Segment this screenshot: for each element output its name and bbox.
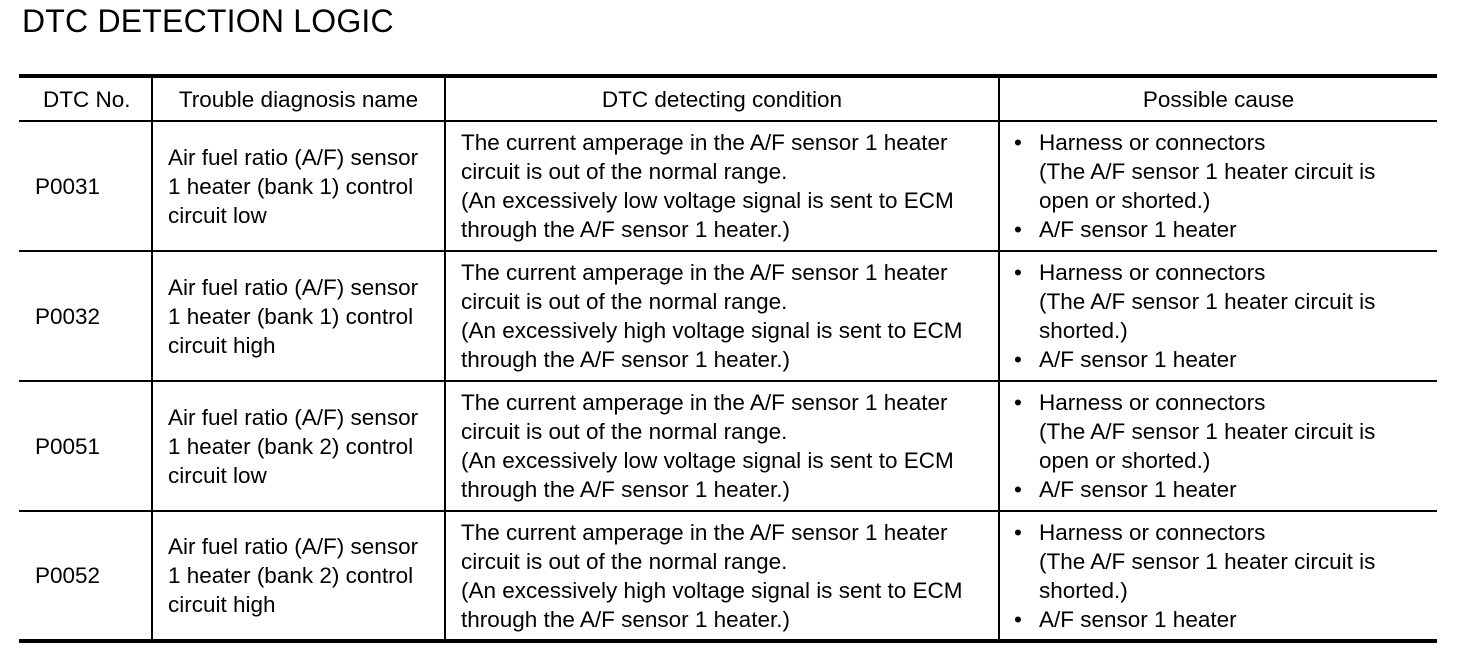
condition-line: The current amperage in the A/F sensor 1 heater bbox=[461, 260, 948, 285]
cause-line: (The A/F sensor 1 heater circuit is bbox=[1039, 548, 1376, 574]
cause-line: Harness or connectors bbox=[1039, 260, 1266, 285]
bullet-marker: • bbox=[1014, 390, 1022, 415]
diagnosis-name-line: Air fuel ratio (A/F) sensor bbox=[168, 534, 419, 559]
diagnosis-name-line: circuit low bbox=[168, 462, 267, 488]
diagnosis-name-cell bbox=[152, 121, 445, 251]
condition-line: (An excessively low voltage signal is sent to ECM bbox=[461, 448, 954, 473]
dtc-number-cell: P0052 bbox=[19, 511, 152, 641]
diagnosis-name-line: Air fuel ratio (A/F) sensor bbox=[168, 144, 419, 170]
cause-item bbox=[1014, 215, 1431, 244]
diagnosis-name-line: 1 heater (bank 1) control bbox=[168, 303, 414, 329]
cause-item bbox=[1014, 345, 1431, 374]
detecting-condition-cell bbox=[445, 381, 999, 511]
possible-cause-cell bbox=[999, 381, 1437, 511]
condition-line: circuit is out of the normal range. bbox=[461, 159, 788, 184]
dtc-number-cell: P0032 bbox=[19, 251, 152, 381]
detecting-condition-cell bbox=[445, 251, 999, 381]
detecting-condition-cell bbox=[445, 511, 999, 641]
possible-cause-list bbox=[1014, 258, 1431, 374]
table-row bbox=[19, 381, 1437, 511]
bullet-marker: • bbox=[1014, 260, 1022, 285]
table-row bbox=[19, 121, 1437, 251]
header-dtc-no: DTC No. bbox=[19, 76, 152, 121]
cause-item bbox=[1014, 258, 1431, 345]
header-trouble-diagnosis-name: Trouble diagnosis name bbox=[152, 76, 445, 121]
possible-cause-cell bbox=[999, 121, 1437, 251]
cause-item bbox=[1014, 128, 1431, 215]
diagnosis-name-cell bbox=[152, 381, 445, 511]
bullet-marker: • bbox=[1014, 519, 1022, 545]
dtc-number-cell: P0051 bbox=[19, 381, 152, 511]
dtc-table bbox=[19, 74, 1437, 643]
diagnosis-name-line: Air fuel ratio (A/F) sensor bbox=[168, 274, 419, 300]
cause-line: A/F sensor 1 heater bbox=[1039, 347, 1237, 372]
cause-item bbox=[1014, 518, 1431, 605]
cause-line: open or shorted.) bbox=[1039, 188, 1211, 213]
bullet-marker: • bbox=[1014, 217, 1022, 242]
table-header-row bbox=[19, 76, 1437, 121]
possible-cause-cell bbox=[999, 251, 1437, 381]
cause-line: open or shorted.) bbox=[1039, 448, 1211, 473]
bullet-marker: • bbox=[1014, 130, 1022, 155]
condition-line: through the A/F sensor 1 heater.) bbox=[461, 347, 790, 372]
condition-line: through the A/F sensor 1 heater.) bbox=[461, 477, 790, 502]
condition-line: The current amperage in the A/F sensor 1 heater bbox=[461, 390, 948, 415]
bullet-marker: • bbox=[1014, 477, 1022, 502]
diagnosis-name-line: circuit high bbox=[168, 592, 276, 617]
cause-line: (The A/F sensor 1 heater circuit is bbox=[1039, 289, 1376, 314]
cause-item bbox=[1014, 388, 1431, 475]
possible-cause-list bbox=[1014, 128, 1431, 244]
condition-line: The current amperage in the A/F sensor 1 heater bbox=[461, 519, 948, 545]
diagnosis-name-line: circuit low bbox=[168, 202, 267, 228]
page-title: DTC DETECTION LOGIC bbox=[22, 3, 394, 39]
header-possible-cause: Possible cause bbox=[999, 76, 1437, 121]
bullet-marker: • bbox=[1014, 606, 1022, 632]
condition-line: circuit is out of the normal range. bbox=[461, 419, 788, 444]
diagnosis-name-line: 1 heater (bank 2) control bbox=[168, 563, 414, 588]
condition-line: (An excessively low voltage signal is sent to ECM bbox=[461, 188, 954, 213]
diagnosis-name-cell bbox=[152, 511, 445, 641]
condition-line: circuit is out of the normal range. bbox=[461, 289, 788, 314]
possible-cause-list bbox=[1014, 388, 1431, 504]
condition-line: through the A/F sensor 1 heater.) bbox=[461, 606, 790, 632]
condition-line: through the A/F sensor 1 heater.) bbox=[461, 217, 790, 242]
diagnosis-name-cell bbox=[152, 251, 445, 381]
dtc-number-cell: P0031 bbox=[19, 121, 152, 251]
cause-line: A/F sensor 1 heater bbox=[1039, 217, 1237, 242]
condition-line: (An excessively high voltage signal is sent to ECM bbox=[461, 318, 963, 343]
header-dtc-detecting-condition: DTC detecting condition bbox=[445, 76, 999, 121]
diagnosis-name-line: 1 heater (bank 1) control bbox=[168, 173, 414, 199]
cause-item bbox=[1014, 605, 1431, 634]
table-row bbox=[19, 251, 1437, 381]
bullet-marker: • bbox=[1014, 347, 1022, 372]
condition-line: The current amperage in the A/F sensor 1 heater bbox=[461, 130, 948, 155]
cause-item bbox=[1014, 475, 1431, 504]
cause-line: shorted.) bbox=[1039, 318, 1128, 343]
cause-line: A/F sensor 1 heater bbox=[1039, 477, 1237, 502]
possible-cause-list bbox=[1014, 518, 1431, 634]
possible-cause-cell bbox=[999, 511, 1437, 641]
cause-line: shorted.) bbox=[1039, 577, 1128, 603]
table-row bbox=[19, 511, 1437, 641]
cause-line: Harness or connectors bbox=[1039, 390, 1266, 415]
diagnosis-name-line: 1 heater (bank 2) control bbox=[168, 433, 414, 459]
detecting-condition-cell bbox=[445, 121, 999, 251]
condition-line: circuit is out of the normal range. bbox=[461, 548, 788, 574]
cause-line: Harness or connectors bbox=[1039, 130, 1266, 155]
cause-line: (The A/F sensor 1 heater circuit is bbox=[1039, 159, 1376, 184]
cause-line: A/F sensor 1 heater bbox=[1039, 606, 1237, 632]
table-body bbox=[19, 121, 1437, 641]
cause-line: (The A/F sensor 1 heater circuit is bbox=[1039, 419, 1376, 444]
cause-line: Harness or connectors bbox=[1039, 519, 1266, 545]
diagnosis-name-line: Air fuel ratio (A/F) sensor bbox=[168, 404, 419, 430]
condition-line: (An excessively high voltage signal is sent to ECM bbox=[461, 577, 963, 603]
diagnosis-name-line: circuit high bbox=[168, 332, 276, 358]
